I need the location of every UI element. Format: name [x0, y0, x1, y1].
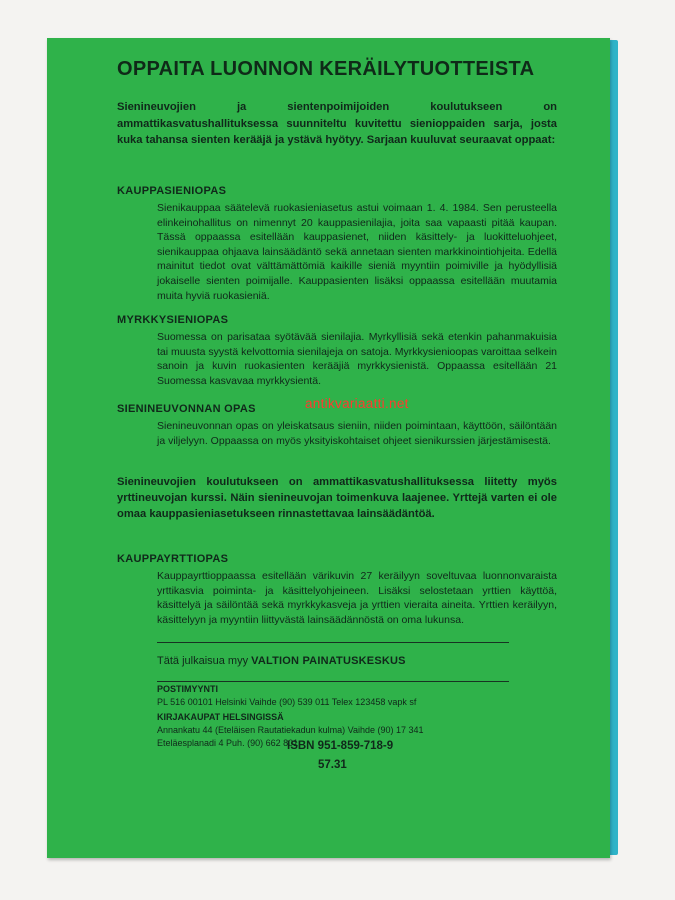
seller-line [157, 655, 406, 667]
isbn: ISBN 951-859-718-9 [287, 740, 394, 752]
heading-sienineuvonnan-opas: SIENINEUVONNAN OPAS [117, 403, 256, 415]
heading-kauppayrttiopas: KAUPPAYRTTIOPAS [117, 553, 229, 565]
heading-myrkkysienioopas: MYRKKYSIENIOPAS [117, 314, 229, 326]
address-postimyynti: PL 516 00101 Helsinki Vaihde (90) 539 011 Telex 123458 vapk sf [157, 697, 417, 707]
book-back-cover [47, 38, 610, 858]
address-annankatu: Annankatu 44 (Eteläisen Rautatiekadun kulma) Vaihde (90) 17 341 [157, 725, 424, 735]
address-kirjakaupat-label: KIRJAKAUPAT HELSINGISSÄ [157, 712, 284, 722]
body-sienineuvonnan-opas: Sienineuvonnan opas on yleiskatsaus sieniin, niiden poimintaan, käyttöön, säilöntään ja viljelyyn. Oppaassa on myös yksityiskohtaiset ohjeet sienikurssien järjestämisestä. [157, 420, 557, 447]
seller-prefix: Tätä julkaisua myy [157, 655, 252, 667]
cover-title: OPPAITA LUONNON KERÄILYTUOTTEISTA [117, 58, 535, 80]
yrttineuvoja-paragraph: Sienineuvojien koulutukseen on ammattikasvatushallituksessa liitetty myös yrttineuvojan kurssi. Näin sienineuvojan toimenkuva laajenee. Yrttejä varten ei ole omaa kauppasieniasetukseen rinnastettavaa lainsäädäntöä. [117, 476, 557, 520]
body-kauppayrttiopas: Kauppayrttioppaassa esitellään värikuvin 27 keräilyyn soveltuvaa luonnonvaraista yrttikasvia poiminta- ja käsittelyohjeineen. Lisäksi selostetaan yrttien käyttöä, käsittelyä ja säilöntää sekä myrkkykasveja ja yrttien vieraita aineita. Yrttien keräilyyn, käsittelyyn ja myyntiin liittyvästä lainsäädännöstä on oma lukunsa. [157, 570, 557, 626]
intro-text: Sienineuvojien ja sientenpoimijoiden koulutukseen on ammattikasvatushallituksessa suunniteltu kuvitettu sienioppaiden sarja, josta kuka tahansa sienten kerääjä ja ystävä hyötyy. Sarjaan kuuluvat seuraavat oppaat: [117, 101, 557, 146]
address-postimyynti-label: POSTIMYYNTI [157, 684, 219, 694]
divider-bottom [157, 681, 509, 682]
watermark: antikvariaatti.net [305, 396, 409, 411]
heading-kauppasienioopas: KAUPPASIENIOPAS [117, 185, 227, 197]
seller-name: VALTION PAINATUSKESKUS [251, 655, 406, 667]
address-etelaesplanadi: Eteläesplanadi 4 Puh. (90) 662 801 [157, 738, 299, 748]
divider-top [157, 642, 509, 643]
body-myrkkysienioopas: Suomessa on parisataa syötävää sienilajia. Myrkyllisiä sekä etenkin pahanmakuisia tai muusta syystä kelvottomia sienilajeja on satoja. Myrkkysienioopas varoittaa selkein sanoin ja kuvin ruokasienten kerääjiä myrkkysienistä. Oppaassa esitellään 21 Suomessa kasvavaa myrkkysientä. [157, 331, 557, 387]
price-code: 57.31 [318, 759, 347, 771]
body-kauppasienioopas: Sienikauppaa säätelevä ruokasieniasetus astui voimaan 1. 4. 1984. Sen perusteella elinkeinohallitus on nimennyt 20 kauppasienilajia, joita saa vapaasti pitää kaupan. Tässä oppaassa esitellään kauppasienet, niiden käsittely- ja luokitteluohjeet, sienikauppaa ohjaava lainsäädäntö sekä annetaan sienten markkinointiohjeita. Edellä mainitut tiedot ovat välttämättömiä kaikille sieniä myyntiin poimiville ja hyödyllisiä jokaiselle sienten poimijalle. Kauppasienten lisäksi oppaassa esitellään muutamia muita hyviä ruokasieniä. [157, 202, 557, 302]
